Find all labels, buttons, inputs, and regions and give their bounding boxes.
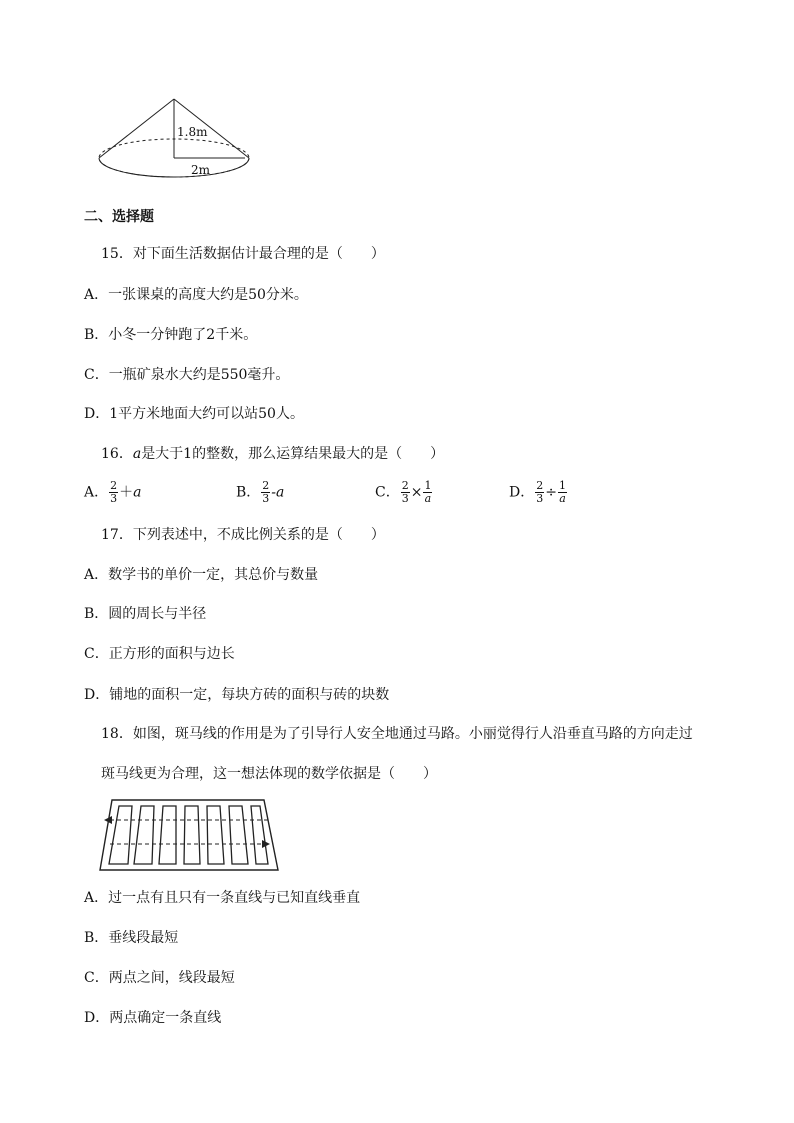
- q16-option-a-fraction: [109, 480, 118, 505]
- fraction-denominator: 3: [401, 492, 409, 505]
- crossing-stripe: [159, 806, 176, 864]
- section-title: 二、选择题: [84, 209, 154, 225]
- q16-option-d: [509, 480, 568, 505]
- zebra-crossing-figure: [98, 798, 284, 874]
- q16-option-b-letter: B．: [236, 484, 261, 501]
- crossing-stripe: [251, 806, 268, 864]
- q16-option-d-fraction-2: [558, 480, 567, 505]
- fraction-denominator: 3: [536, 492, 544, 505]
- q16-option-c-fraction-2: [423, 480, 432, 505]
- q16-option-b-expression: -a: [271, 484, 285, 501]
- cone-figure: [95, 95, 265, 187]
- q15-option-d: D．1平方米地面大约可以站50人。: [84, 406, 304, 422]
- cone-height-label: 1.8m: [177, 125, 208, 139]
- q16-option-c: [375, 480, 433, 505]
- fraction-denominator: 3: [110, 492, 118, 505]
- q17-stem: 17．下列表述中，不成比例关系的是（ ）: [101, 527, 385, 543]
- q16-option-a-operator: ＋: [119, 484, 134, 501]
- crossing-stripe: [229, 806, 248, 864]
- crossing-stripes: [109, 806, 268, 864]
- q16-option-a: [84, 480, 141, 505]
- fraction-numerator: 2: [536, 479, 544, 492]
- q18-option-d: D．两点确定一条直线: [84, 1010, 222, 1026]
- fraction-denominator: 3: [262, 492, 270, 505]
- q16-option-c-operator: ×: [410, 484, 423, 501]
- q15-stem: 15．对下面生活数据估计最合理的是（ ）: [101, 246, 385, 262]
- q18-option-c: C．两点之间，线段最短: [84, 970, 235, 986]
- q17-option-d: D．铺地的面积一定，每块方砖的面积与砖的块数: [84, 687, 390, 703]
- q17-option-b: B．圆的周长与半径: [84, 606, 207, 622]
- q16-option-b-fraction: [261, 480, 270, 505]
- cone-radius-label: 2m: [191, 163, 211, 177]
- q16-option-d-operator: ÷: [545, 484, 557, 501]
- q16-option-b: [236, 480, 284, 505]
- crossing-stripe: [207, 806, 224, 864]
- q18-stem-line-1: 18．如图，斑马线的作用是为了引导行人安全地通过马路。小丽觉得行人沿垂直马路的方向走过: [101, 726, 693, 742]
- fraction-numerator: 1: [558, 479, 566, 492]
- q17-option-a: A．数学书的单价一定，其总价与数量: [84, 567, 319, 583]
- q16-option-c-fraction-1: [401, 480, 410, 505]
- crossing-stripe: [134, 806, 154, 864]
- q16-option-a-variable: a: [133, 484, 142, 501]
- q17-option-c: C．正方形的面积与边长: [84, 646, 235, 662]
- crossing-stripe: [109, 806, 132, 864]
- q15-option-a: A．一张课桌的高度大约是50分米。: [84, 287, 308, 303]
- q16-option-c-letter: C．: [375, 484, 400, 501]
- fraction-numerator: 2: [110, 479, 118, 492]
- fraction-numerator: 2: [262, 479, 270, 492]
- q18-option-b: B．垂线段最短: [84, 930, 179, 946]
- q16-stem-variable: a: [132, 446, 142, 462]
- fraction-denominator: a: [424, 492, 432, 505]
- q18-stem-line-2: 斑马线更为合理，这一想法体现的数学依据是（ ）: [101, 766, 437, 782]
- q16-option-d-fraction-1: [535, 480, 544, 505]
- fraction-numerator: 1: [424, 479, 432, 492]
- q15-option-b: B．小冬一分钟跑了2千米。: [84, 327, 258, 343]
- q16-option-d-letter: D．: [509, 484, 535, 501]
- q16-stem-number: 16．: [101, 446, 133, 462]
- q18-option-a: A．过一点有且只有一条直线与已知直线垂直: [84, 890, 361, 906]
- fraction-denominator: a: [559, 492, 566, 505]
- q16-stem-text: 是大于1的整数，那么运算结果最大的是（ ）: [141, 446, 445, 462]
- fraction-numerator: 2: [401, 479, 409, 492]
- crossing-stripe: [184, 806, 200, 864]
- cone-base-front-arc: [99, 158, 249, 177]
- q16-stem: [101, 445, 444, 463]
- q15-option-c: C．一瓶矿泉水大约是550毫升。: [84, 367, 290, 383]
- cone-left-slant: [99, 99, 174, 158]
- q16-option-a-letter: A．: [84, 484, 109, 501]
